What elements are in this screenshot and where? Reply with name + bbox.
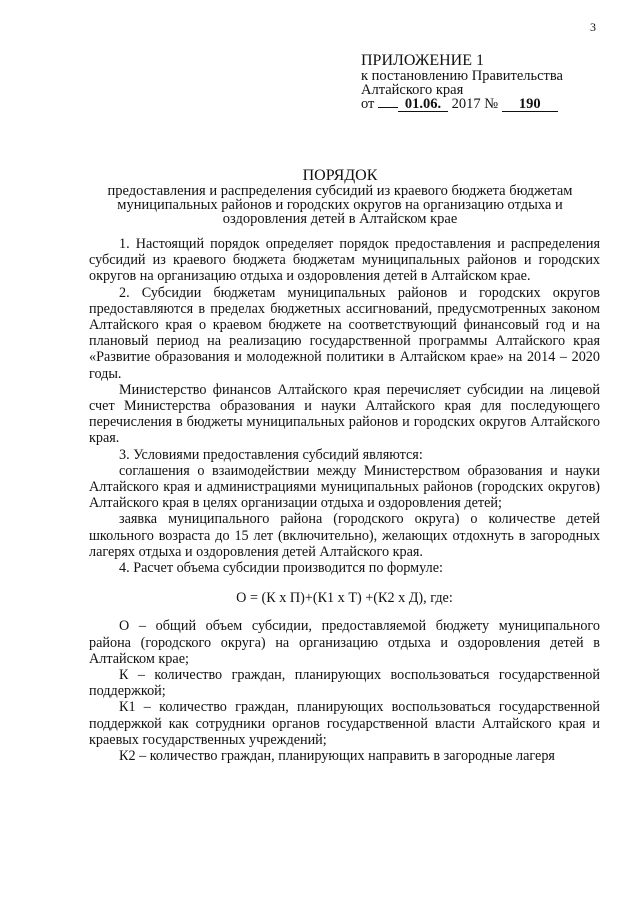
page-number: 3 <box>590 20 596 34</box>
year-label: 2017 № <box>451 96 499 112</box>
paragraph: заявка муниципального района (городского округа) о количестве детей школьного возраста до 15 лет (включительно), желающих отдохнуть в загородных лагерях отдыха и оздоровления детей Алтайского края. <box>89 511 600 560</box>
definition: К2 – количество граждан, планирующих направить в загородные лагеря <box>119 748 555 765</box>
paragraph: 2. Субсидии бюджетам муниципальных районов и городских округов предоставляются в пределах бюджетных ассигнований, предусмотренных законом Алтайского края о краевом бюджете на соответствующий финансовый год и на плановый период на реализацию государственной программы Алтайского края «Развитие образования и молодежной политики в Алтайском крае» на 2014 – 2020 годы. <box>89 284 600 382</box>
paragraph: 4. Расчет объема субсидии производится по формуле: <box>119 560 443 577</box>
paragraph: соглашения о взаимодействии между Министерством образования и науки Алтайского края и администрациями муниципальных районов (городских округов) Алтайского края в целях организации отдыха и оздоровления детей; <box>89 462 600 512</box>
date-blank <box>378 107 398 108</box>
document-heading <box>80 168 600 227</box>
document-title: ПОРЯДОК <box>302 167 378 184</box>
date-value: 01.06. <box>398 98 448 112</box>
document-body <box>89 236 600 764</box>
appendix-date-line <box>361 97 621 112</box>
paragraph: 3. Условиями предоставления субсидий являются: <box>119 446 423 463</box>
appendix-line-region: Алтайского края <box>361 82 464 98</box>
appendix-block <box>361 53 621 112</box>
paragraph: 1. Настоящий порядок определяет порядок предоставления и распределения субсидий из краевого бюджета бюджетам муниципальных районов и городских округов на организацию отдыха и оздоровления детей в Алтайском крае. <box>89 236 600 285</box>
resolution-number: 190 <box>502 98 558 112</box>
definition: О – общий объем субсидии, предоставляемой бюджету муниципального района (городского округа) на организацию отдыха и оздоровления детей в Алтайском крае; <box>89 618 600 667</box>
formula: О = (К х П)+(К1 х Т) +(К2 х Д), где: <box>236 590 453 607</box>
appendix-title: ПРИЛОЖЕНИЕ 1 <box>361 52 485 69</box>
paragraph: Министерство финансов Алтайского края перечисляет субсидии на лицевой счет Министерства образования и науки Алтайского края для последующего перечисления в бюджеты муниципальных районов и городских округов Алтайского края. <box>89 381 600 447</box>
document-subtitle: предоставления и распределения субсидий из краевого бюджета бюджетам муниципальных районов и городских округов на организацию отдыха и оздоровления детей в Алтайском крае <box>107 183 573 228</box>
date-prefix: от <box>361 96 375 112</box>
definition: К – количество граждан, планирующих воспользоваться государственной поддержкой; <box>89 667 600 700</box>
appendix-line-resolution: к постановлению Правительства <box>361 68 563 84</box>
definition: К1 – количество граждан, планирующих воспользоваться государственной поддержкой как сотрудники органов государственной власти Алтайского края и краевых государственных учреждений; <box>89 699 600 748</box>
